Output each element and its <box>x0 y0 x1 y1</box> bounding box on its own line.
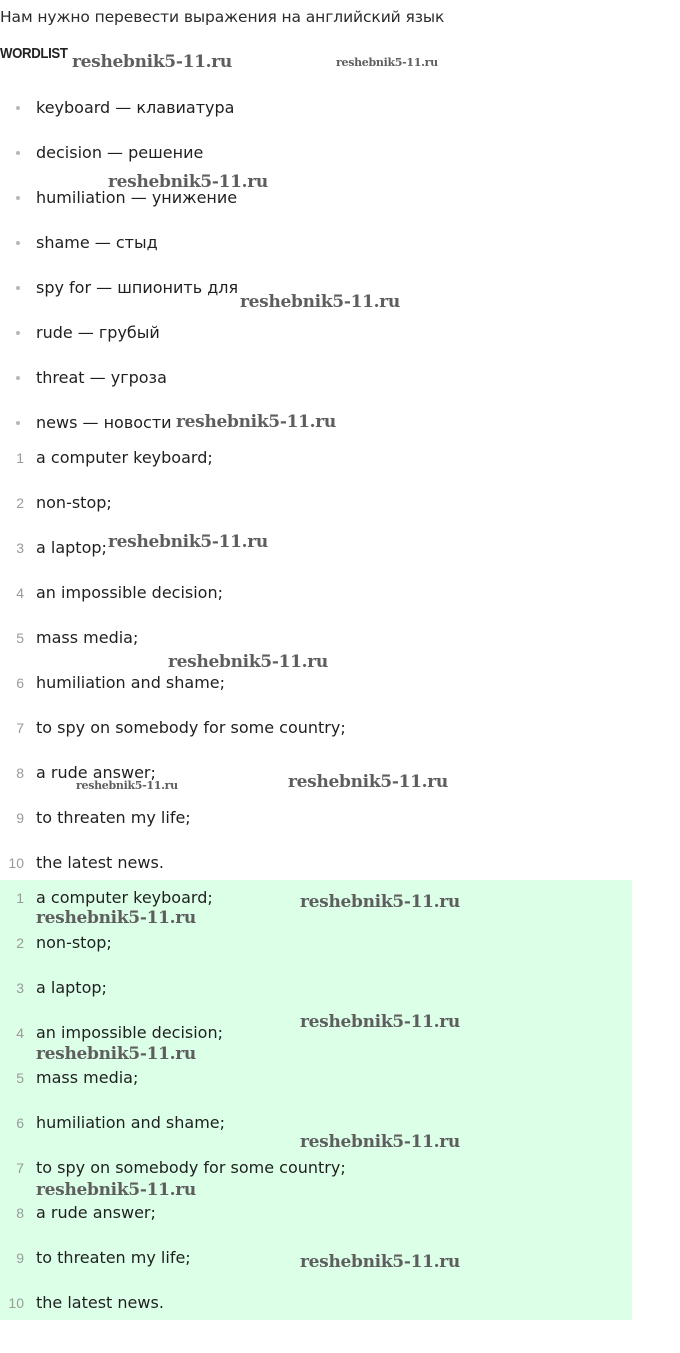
watermark: reshebnik5-11.ru <box>300 1252 460 1272</box>
watermark: reshebnik5-11.ru <box>108 172 268 192</box>
watermark: reshebnik5-11.ru <box>336 56 438 69</box>
watermark: reshebnik5-11.ru <box>240 292 400 312</box>
bullet-icon <box>16 421 20 425</box>
bullet-icon <box>16 376 20 380</box>
watermark: reshebnik5-11.ru <box>36 1180 196 1200</box>
watermark: reshebnik5-11.ru <box>300 1012 460 1032</box>
watermark: reshebnik5-11.ru <box>76 779 178 792</box>
watermark: reshebnik5-11.ru <box>36 908 196 928</box>
intro-text: Нам нужно перевести выражения на английский язык <box>0 8 445 26</box>
bullet-icon <box>16 106 20 110</box>
bullet-icon <box>16 286 20 290</box>
watermark: reshebnik5-11.ru <box>176 412 336 432</box>
watermark: reshebnik5-11.ru <box>300 1132 460 1152</box>
watermark: reshebnik5-11.ru <box>108 532 268 552</box>
bullet-icon <box>16 151 20 155</box>
watermark: reshebnik5-11.ru <box>168 652 328 672</box>
watermark: reshebnik5-11.ru <box>288 772 448 792</box>
watermark: reshebnik5-11.ru <box>300 892 460 912</box>
bullet-icon <box>16 331 20 335</box>
watermark: reshebnik5-11.ru <box>36 1044 196 1064</box>
bullet-icon <box>16 241 20 245</box>
wordlist-title: WORDLIST <box>0 45 68 62</box>
watermark: reshebnik5-11.ru <box>72 52 232 72</box>
bullet-icon <box>16 196 20 200</box>
